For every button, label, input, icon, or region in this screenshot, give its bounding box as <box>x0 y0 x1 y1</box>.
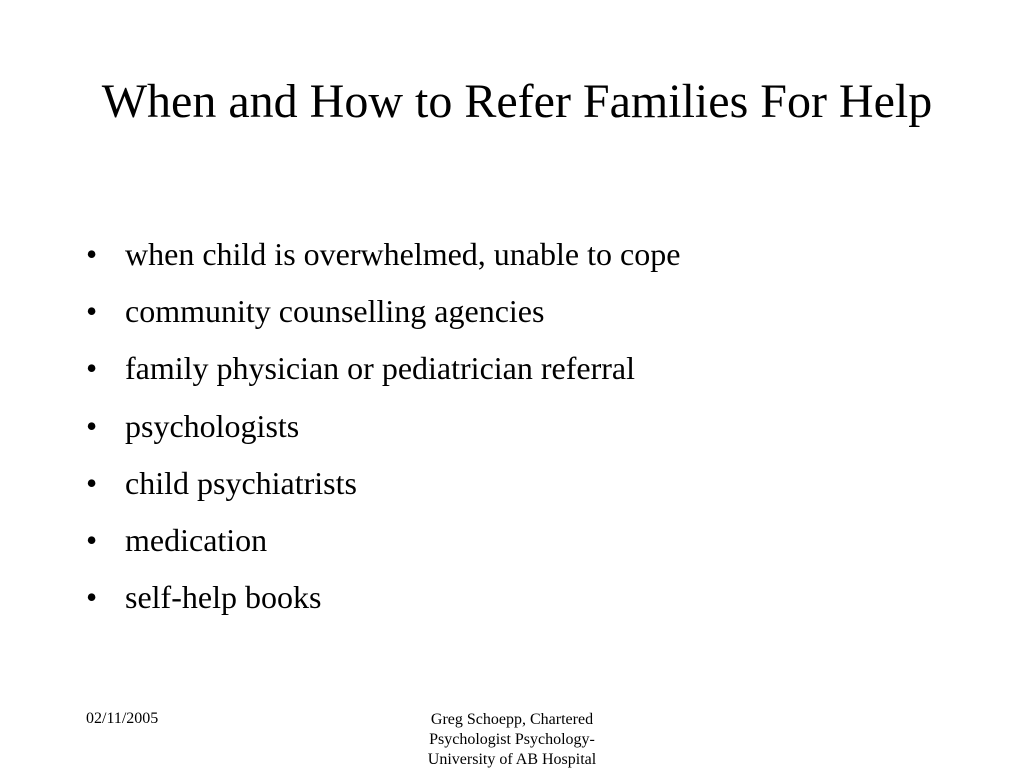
bullet-text: community counselling agencies <box>125 293 545 330</box>
bullet-icon: • <box>86 236 98 272</box>
bullet-icon: • <box>86 521 98 558</box>
bullet-icon: • <box>86 350 98 387</box>
bullet-icon: • <box>86 407 98 444</box>
list-item <box>86 343 966 400</box>
bullet-text: child psychiatrists <box>125 464 357 501</box>
bullet-list <box>86 229 966 629</box>
list-item <box>86 229 966 286</box>
list-item <box>86 458 966 515</box>
bullet-text: psychologists <box>125 407 300 444</box>
list-item <box>86 286 966 343</box>
footer-author: Greg Schoepp, Chartered Psychologist Psychology- University of AB Hospital <box>427 711 597 768</box>
bullet-text: when child is overwhelmed, unable to cope <box>125 236 681 272</box>
list-item <box>86 572 966 629</box>
bullet-icon: • <box>86 293 98 330</box>
bullet-icon: • <box>86 579 98 616</box>
bullet-text: medication <box>125 521 268 558</box>
list-item <box>86 401 966 458</box>
bullet-icon: • <box>86 464 98 501</box>
list-item <box>86 515 966 572</box>
slide-title: When and How to Refer Families For Help <box>101 75 933 128</box>
bullet-text: self-help books <box>125 579 322 616</box>
footer-date: 02/11/2005 <box>86 710 159 727</box>
bullet-text: family physician or pediatrician referral <box>125 350 635 387</box>
